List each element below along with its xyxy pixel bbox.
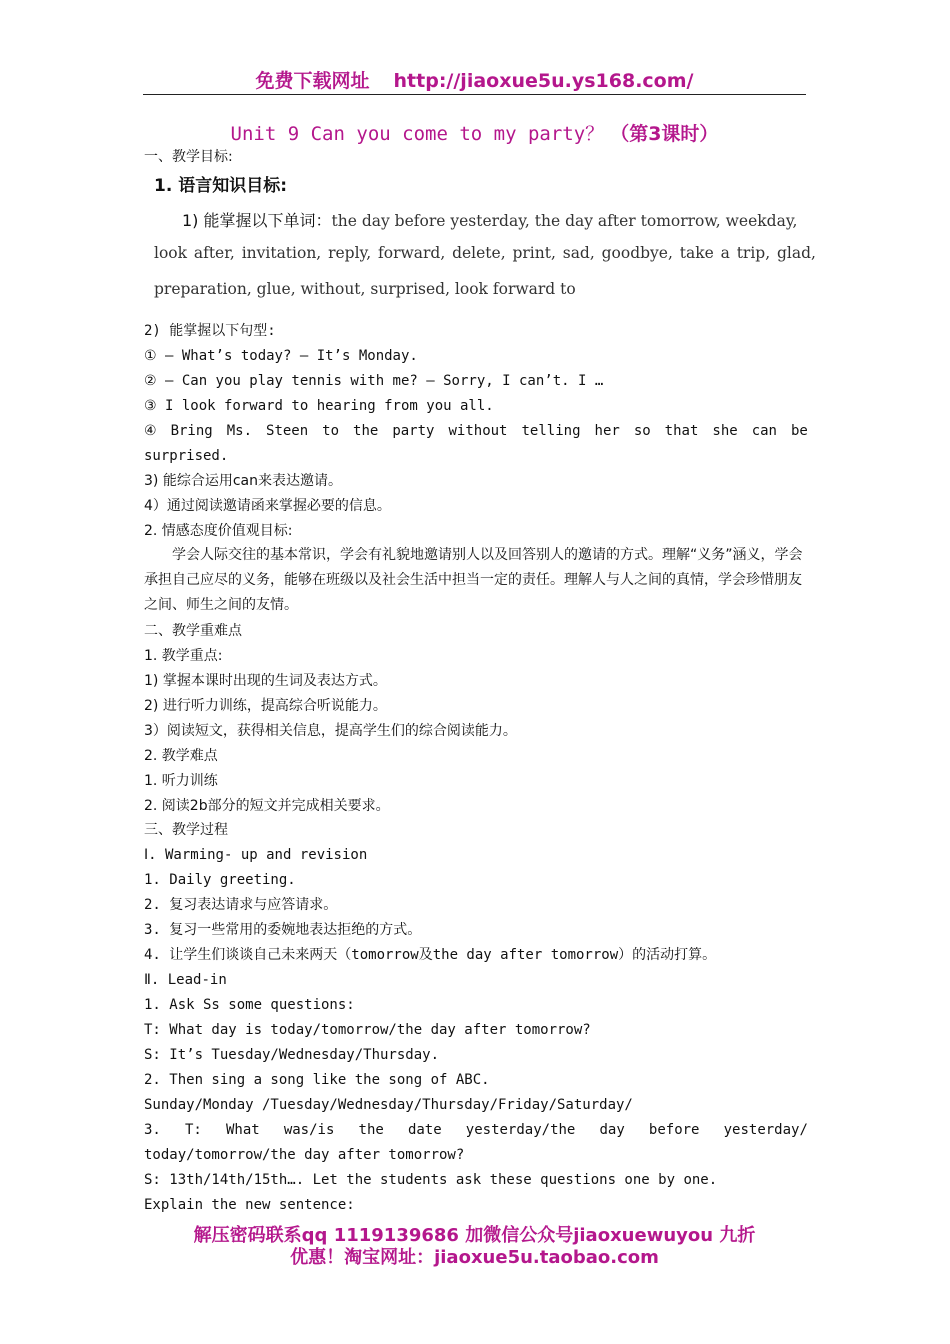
word: she [712, 423, 738, 439]
word: the [358, 1122, 384, 1138]
page-header [143, 66, 806, 93]
word: What [225, 1122, 260, 1138]
word: the [353, 423, 379, 439]
vocab-label: 1) 能掌握以下单词： [182, 211, 332, 230]
vocab-words: the day before yesterday, the day after tomorrow, weekday, [331, 212, 798, 230]
sentence-1: ① — What’s today? — It’s Monday. [144, 348, 418, 364]
focus-item-1: 1) 掌握本课时出现的生词及表达方式。 [144, 673, 387, 689]
leadin-line-3: S: It’s Tuesday/Wednesday/Thursday. [144, 1047, 440, 1063]
warmup-item-2: 2. 复习表达请求与应答请求。 [144, 897, 338, 913]
leadin-line-6 [144, 1121, 808, 1139]
language-objectives-heading: 1. 语言知识目标: [154, 176, 288, 196]
word: T: [184, 1122, 202, 1138]
leadin-line-7: today/tomorrow/the day after tomorrow? [144, 1147, 465, 1163]
objective-item-4: 4）通过阅读邀请函来掌握必要的信息。 [144, 498, 391, 514]
vocab-line-3: preparation, glue, without, surprised, look forward to [154, 280, 576, 298]
sentence-4-end: surprised. [144, 448, 229, 464]
vocab-word: take [679, 244, 714, 262]
vocab-word: sad, [562, 244, 595, 262]
vocab-word: delete, [452, 244, 506, 262]
word: 3. [144, 1122, 161, 1138]
vocab-word: forward, [378, 244, 446, 262]
vocab-word: a [720, 244, 730, 262]
sentence-4 [144, 422, 808, 440]
word: her [594, 423, 620, 439]
word: was/is [283, 1122, 335, 1138]
header-url-link[interactable]: http://jiaoxue5u.ys168.com/ [393, 70, 694, 92]
word: without [448, 423, 508, 439]
focus-item-2: 2) 进行听力训练，提高综合听说能力。 [144, 698, 387, 714]
vocab-word: look [154, 244, 188, 262]
sentence-2: ② — Can you play tennis with me? — Sorry, I can’t. I … [144, 373, 604, 389]
word: Bring [170, 423, 213, 439]
word: day [599, 1122, 625, 1138]
header-divider [143, 94, 806, 95]
difficulty-item-1: 1. 听力训练 [144, 773, 218, 789]
word: Ms. [226, 423, 253, 439]
word: before [648, 1122, 700, 1138]
leadin-line-9: Explain the new sentence: [144, 1197, 355, 1213]
difficulty-label: 2. 教学难点 [144, 748, 218, 764]
attitude-objectives-heading: 2. 情感态度价值观目标: [144, 523, 293, 539]
difficulty-item-2: 2. 阅读2b部分的短文并完成相关要求。 [144, 798, 390, 814]
attitude-objectives-paragraph: 学会人际交往的基本常识，学会有礼貌地邀请别人以及回答别人的邀请的方式。理解“义务”涵义，学会承担自己应尽的义务，能够在班级以及社会生活中担当一定的责任。理解人与人之间的真情，学会珍惜朋友之间、师生之间的友情。 [144, 547, 803, 613]
leadin-line-5: Sunday/Monday /Tuesday/Wednesday/Thursday/Friday/Saturday/ [144, 1097, 633, 1113]
word: party [392, 423, 435, 439]
word: so [633, 423, 651, 439]
process-heading: 三、教学过程 [144, 822, 228, 838]
objectives-heading: 一、教学目标: [144, 149, 233, 165]
footer-line-2[interactable]: 优惠！淘宝网址：jiaoxue5u.taobao.com [290, 1247, 659, 1268]
vocab-word: goodbye, [601, 244, 673, 262]
warmup-item-3: 3. 复习一些常用的委婉地表达拒绝的方式。 [144, 922, 422, 938]
page-title [143, 119, 806, 146]
leadin-line-4: 2. Then sing a song like the song of ABC. [144, 1072, 490, 1088]
title-english: Unit 9 Can you come to my party？ [230, 123, 605, 145]
title-lesson: （第3课时） [610, 123, 719, 145]
objective-item-3: 3) 能综合运用can来表达邀请。 [144, 473, 342, 489]
sentence-3: ③ I look forward to hearing from you all. [144, 398, 494, 414]
vocab-word: trip, [736, 244, 771, 262]
sentences-label: 2) 能掌握以下句型: [144, 323, 276, 339]
vocab-word: after, [193, 244, 235, 262]
word: ④ [144, 423, 157, 439]
warmup-item-1: 1. Daily greeting. [144, 872, 296, 888]
focus-item-3: 3）阅读短文，获得相关信息，提高学生们的综合阅读能力。 [144, 723, 517, 739]
word: yesterday/ [723, 1122, 808, 1138]
word: Steen [266, 423, 309, 439]
word: yesterday/the [465, 1122, 576, 1138]
leadin-line-8: S: 13th/14th/15th…. Let the students ask these questions one by one. [144, 1172, 718, 1188]
word: to [322, 423, 340, 439]
stage-2-heading: Ⅱ. Lead-in [144, 972, 227, 988]
word: telling [521, 423, 581, 439]
footer-line-1: 解压密码联系qq 1119139686 加微信公众号jiaoxuewuyou 九折 [193, 1225, 756, 1246]
header-label: 免费下载网址 [255, 70, 370, 92]
word: date [407, 1122, 442, 1138]
leadin-line-2: T: What day is today/tomorrow/the day after tomorrow? [144, 1022, 591, 1038]
stage-1-heading: Ⅰ. Warming- up and revision [144, 847, 368, 863]
vocab-word: glad, [776, 244, 816, 262]
leadin-line-1: 1. Ask Ss some questions: [144, 997, 355, 1013]
focus-label: 1. 教学重点: [144, 648, 223, 664]
vocab-word: invitation, [241, 244, 322, 262]
word: that [664, 423, 699, 439]
word: can [751, 423, 777, 439]
keypoints-heading: 二、教学重难点 [144, 623, 242, 639]
word: be [790, 423, 808, 439]
warmup-item-4: 4. 让学生们谈谈自己未来两天（tomorrow及the day after tomorrow）的活动打算。 [144, 947, 717, 963]
vocab-line-2 [154, 244, 816, 262]
vocab-word: print, [512, 244, 556, 262]
vocab-word: reply, [328, 244, 372, 262]
vocab-line-1 [182, 208, 816, 231]
